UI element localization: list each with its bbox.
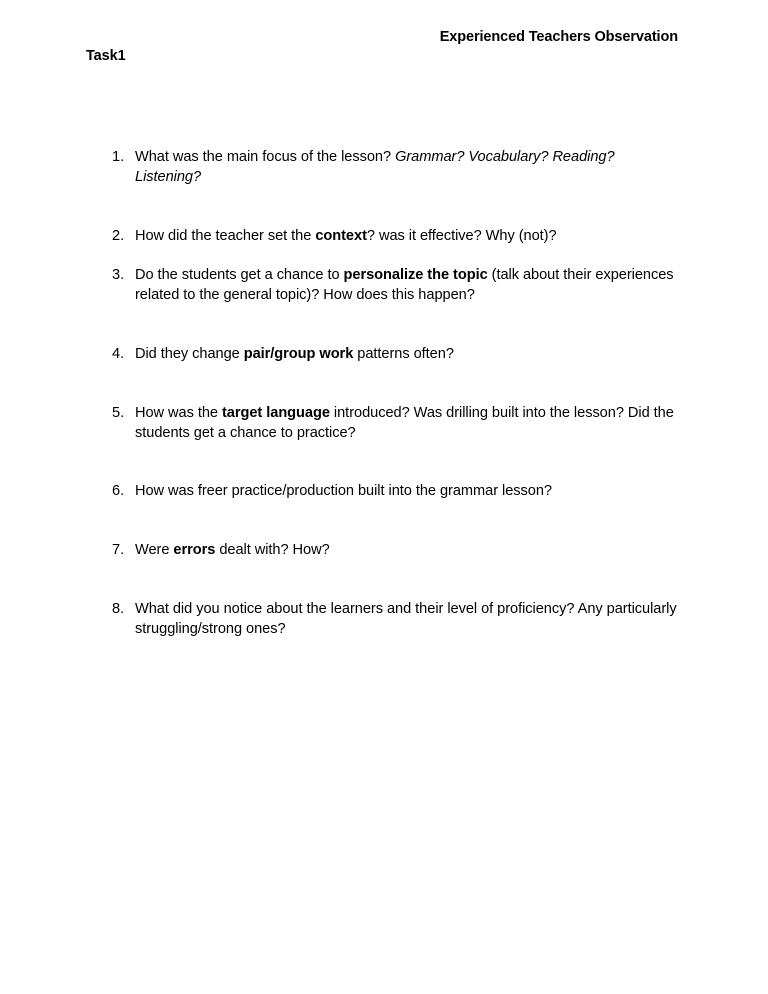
question-hint: Grammar? Vocabulary? Reading? Listening? [135,149,615,185]
question-text [135,345,678,365]
question-segment: patterns often? [353,345,454,362]
question-number: 4. [112,345,125,362]
question-text [135,600,678,640]
question-item [112,600,678,640]
question-emphasis: personalize the topic [343,267,488,284]
question-segment: How was the [135,404,222,421]
question-number: 1. [112,149,125,165]
question-segment: Were [135,542,174,559]
question-segment: How did the teacher set the [135,227,316,244]
question-text [135,227,678,247]
question-number: 5. [112,404,125,421]
question-number: 6. [112,483,125,500]
question-number: 7. [112,542,125,559]
question-segment: dealt with? How? [215,542,330,559]
question-item [112,345,678,365]
question-item [112,482,678,502]
question-segment: introduced? Was drilling built into the lesson? Did the students get a chance to practice? [135,404,674,441]
question-segment: Did they change [135,345,244,362]
question-text [135,148,678,188]
question-list [112,148,678,640]
question-number: 8. [112,600,125,617]
question-segment: Do the students get a chance to [135,267,344,284]
question-emphasis: pair/group work [243,345,354,362]
question-emphasis: target language [222,404,330,421]
question-segment: (talk about their experiences related to the general topic)? How does this happen? [135,267,674,304]
question-text [135,541,678,561]
question-segment: What did you notice about the learners and their level of proficiency? Any particularly struggling/strong ones? [135,600,677,637]
question-text [135,482,678,502]
question-emphasis: context [315,227,367,244]
question-item [112,148,678,188]
question-segment: What was the main focus of the lesson? [135,149,396,165]
question-item [112,404,678,444]
question-text [135,404,678,444]
question-item [112,227,678,247]
question-item [112,266,678,306]
question-emphasis: errors [173,542,216,559]
question-number: 3. [112,267,125,284]
question-segment: ? was it effective? Why (not)? [366,227,557,244]
question-segment: How was freer practice/production built into the grammar lesson? [135,483,552,500]
task-label: Task1 [86,48,126,64]
page-title: Experienced Teachers Observation [439,29,678,45]
question-number: 2. [112,227,125,244]
question-item [112,541,678,561]
question-text [135,266,678,306]
